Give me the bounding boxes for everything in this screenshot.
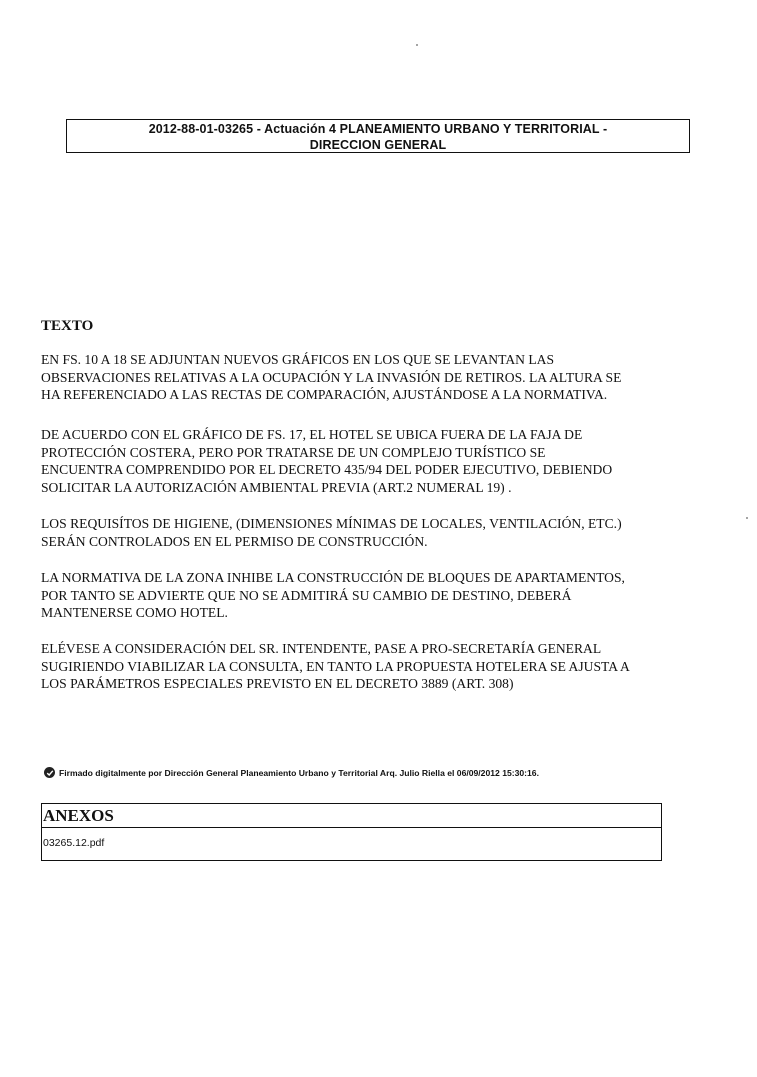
scan-speck: [746, 517, 748, 519]
paragraph-line: ENCUENTRA COMPRENDIDO POR EL DECRETO 435/94 DEL PODER EJECUTIVO, DEBIENDO: [41, 462, 613, 478]
paragraph-line: POR TANTO SE ADVIERTE QUE NO SE ADMITIRÁ SU CAMBIO DE DESTINO, DEBERÁ: [41, 587, 572, 603]
paragraph-1: [41, 351, 731, 404]
paragraph-line: LOS REQUISÍTOS DE HIGIENE, (DIMENSIONES MÍNIMAS DE LOCALES, VENTILACIÓN, ETC.): [41, 516, 622, 531]
section-title: TEXTO: [41, 318, 94, 334]
header-line-1: 2012-88-01-03265 - Actuación 4 PLANEAMIENTO URBANO Y TERRITORIAL -: [148, 122, 608, 136]
paragraph-line: SERÁN CONTROLADOS EN EL PERMISO DE CONSTRUCCIÓN.: [41, 533, 428, 549]
annex-box: [41, 803, 662, 861]
paragraph-line: OBSERVACIONES RELATIVAS A LA OCUPACIÓN Y LA INVASIÓN DE RETIROS. LA ALTURA SE: [41, 369, 622, 385]
paragraph-line: HA REFERENCIADO A LAS RECTAS DE COMPARACIÓN, AJUSTÁNDOSE A LA NORMATIVA.: [41, 387, 608, 403]
paragraph-line: EN FS. 10 A 18 SE ADJUNTAN NUEVOS GRÁFICOS EN LOS QUE SE LEVANTAN LAS: [41, 352, 555, 367]
annex-title: ANEXOS: [42, 804, 661, 828]
paragraph-line: PROTECCIÓN COSTERA, PERO POR TRATARSE DE UN COMPLEJO TURÍSTICO SE: [41, 444, 546, 460]
digital-signature: [44, 767, 539, 778]
header-line-2: DIRECCION GENERAL: [309, 138, 447, 152]
scan-speck: [416, 44, 418, 46]
document-header-box: [66, 119, 690, 153]
paragraph-line: MANTENERSE COMO HOTEL.: [41, 605, 228, 621]
paragraph-line: LOS PARÁMETROS ESPECIALES PREVISTO EN EL DECRETO 3889 (ART. 308): [41, 676, 514, 692]
paragraph-4: [41, 569, 731, 622]
paragraph-5: [41, 640, 731, 693]
paragraph-line: SOLICITAR LA AUTORIZACIÓN AMBIENTAL PREVIA (ART.2 NUMERAL 19) .: [41, 479, 512, 495]
paragraph-line: DE ACUERDO CON EL GRÁFICO DE FS. 17, EL HOTEL SE UBICA FUERA DE LA FAJA DE: [41, 427, 583, 442]
paragraph-line: ELÉVESE A CONSIDERACIÓN DEL SR. INTENDENTE, PASE A PRO-SECRETARÍA GENERAL: [41, 641, 602, 656]
paragraph-3: [41, 515, 731, 550]
signature-text: Firmado digitalmente por Dirección General Planeamiento Urbano y Territorial Arq. Julio Riella el 06/09/2012 15:30:16.: [59, 767, 539, 778]
paragraph-line: SUGIRIENDO VIABILIZAR LA CONSULTA, EN TANTO LA PROPUESTA HOTELERA SE AJUSTA A: [41, 658, 630, 674]
check-icon: [44, 767, 55, 778]
annex-file-link[interactable]: 03265.12.pdf: [43, 837, 105, 849]
paragraph-2: [41, 426, 731, 496]
paragraph-line: LA NORMATIVA DE LA ZONA INHIBE LA CONSTRUCCIÓN DE BLOQUES DE APARTAMENTOS,: [41, 570, 625, 585]
